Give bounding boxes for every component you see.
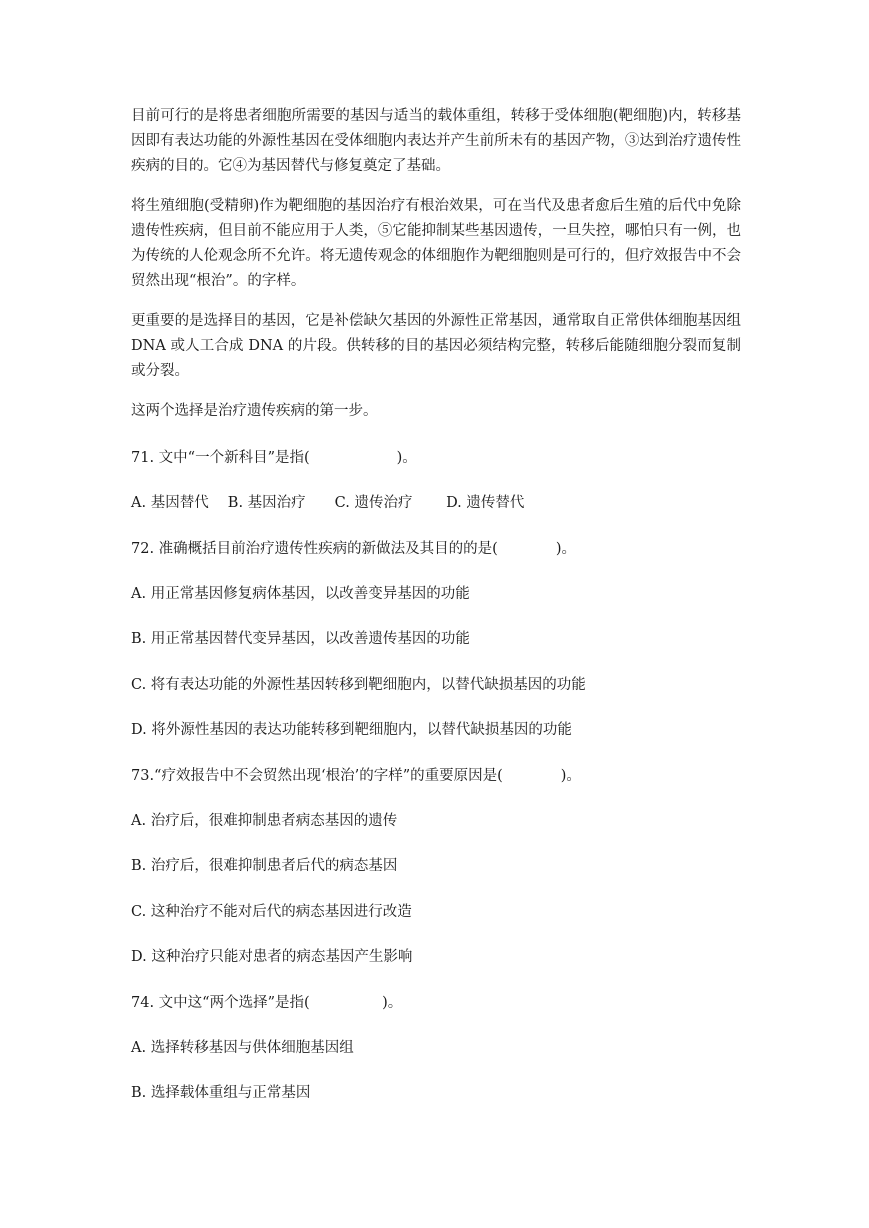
question-71-stem: 71. 文中“一个新科目”是指( )。 bbox=[131, 450, 417, 466]
paragraph-3: 更重要的是选择目的基因，它是补偿缺欠基因的外源性正常基因，通常取自正常供体细胞基因组 DNA 或人工合成 DNA 的片段。供转移的目的基因必须结构完整，转移后能随细胞分裂而复制或分裂。 bbox=[131, 313, 741, 379]
question-73-option-d: D. 这种治疗只能对患者的病态基因产生影响 bbox=[131, 949, 413, 965]
paragraph-2: 将生殖细胞(受精卵)作为靶细胞的基因治疗有根治效果，可在当代及患者愈后生殖的后代中免除遗传性疾病，但目前不能应用于人类，⑤它能抑制某些基因遗传，一旦失控，哪怕只有一例，也为传统的人伦观念所不允许。将无遗传观念的体细胞作为靶细胞则是可行的，但疗效报告中不会贸然出现“根治”。的字样。 bbox=[131, 198, 741, 289]
question-72-option-c: C. 将有表达功能的外源性基因转移到靶细胞内，以替代缺损基因的功能 bbox=[131, 677, 586, 693]
question-73-option-b: B. 治疗后，很难抑制患者后代的病态基因 bbox=[131, 858, 398, 874]
question-74-option-b: B. 选择载体重组与正常基因 bbox=[131, 1085, 311, 1101]
question-73-option-a: A. 治疗后，很难抑制患者病态基因的遗传 bbox=[131, 813, 398, 829]
question-72-option-d: D. 将外源性基因的表达功能转移到靶细胞内，以替代缺损基因的功能 bbox=[131, 722, 572, 738]
paragraph-4: 这两个选择是治疗遗传疾病的第一步。 bbox=[131, 403, 378, 419]
question-72-option-b: B. 用正常基因替代变异基因，以改善遗传基因的功能 bbox=[131, 631, 470, 647]
question-74-stem: 74. 文中这“两个选择”是指( )。 bbox=[131, 995, 403, 1011]
paragraph-1: 目前可行的是将患者细胞所需要的基因与适当的载体重组，转移于受体细胞(靶细胞)内，转移基因即有表达功能的外源性基因在受体细胞内表达并产生前所未有的基因产物，③达到治疗遗传性疾病的目的。它④为基因替代与修复奠定了基础。 bbox=[131, 108, 741, 174]
question-73-stem: 73.“疗效报告中不会贸然出现‘根治’的字样”的重要原因是( )。 bbox=[131, 768, 581, 784]
question-72-stem: 72. 准确概括目前治疗遗传性疾病的新做法及其目的的是( )。 bbox=[131, 541, 576, 557]
question-74-option-a: A. 选择转移基因与供体细胞基因组 bbox=[131, 1040, 354, 1056]
question-71-options: A. 基因替代 B. 基因治疗 C. 遗传治疗 D. 遗传替代 bbox=[131, 495, 525, 511]
question-72-option-a: A. 用正常基因修复病体基因，以改善变异基因的功能 bbox=[131, 586, 470, 602]
question-73-option-c: C. 这种治疗不能对后代的病态基因进行改造 bbox=[131, 904, 412, 920]
